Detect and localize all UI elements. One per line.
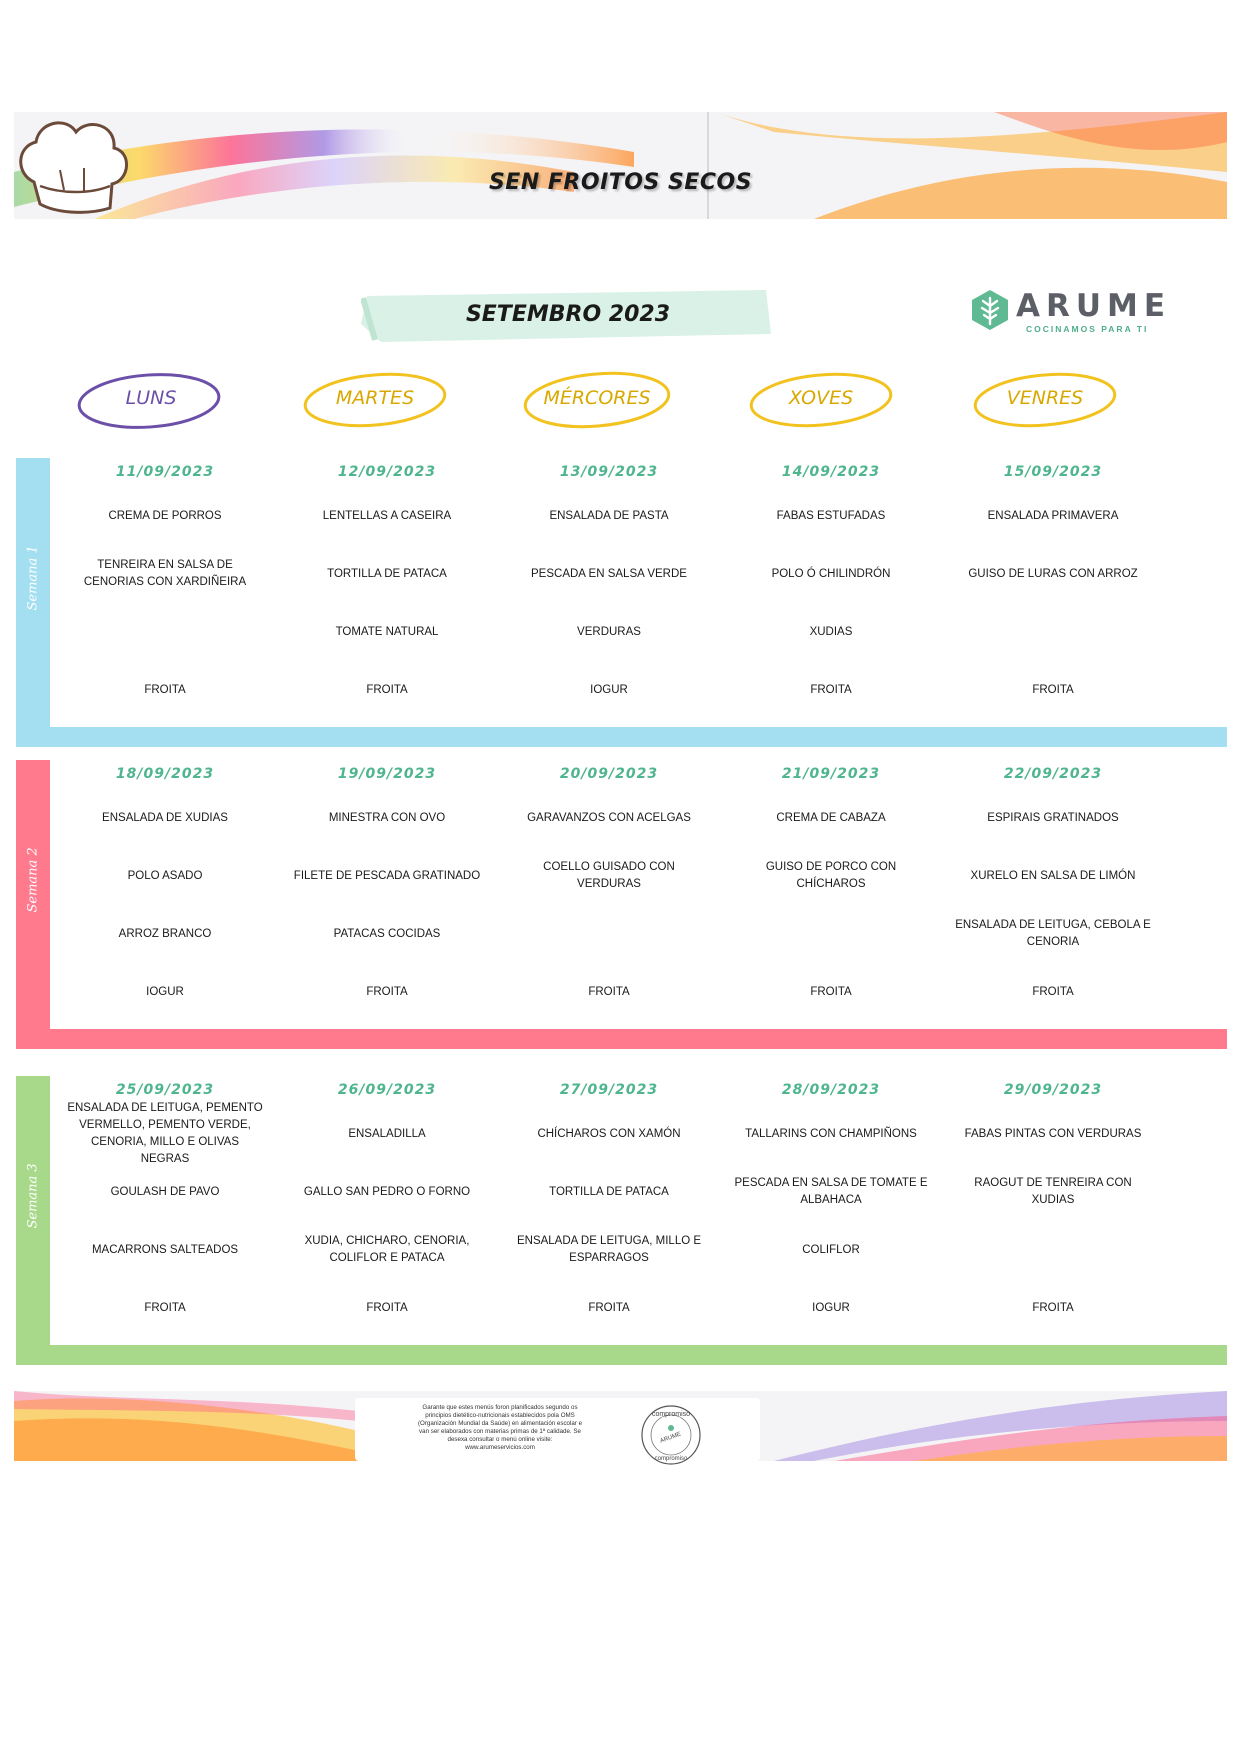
menu-item xyxy=(504,910,714,958)
menu-item: FROITA xyxy=(1032,683,1074,696)
date-label: 12/09/2023 xyxy=(337,464,437,480)
menu-item: FROITA xyxy=(810,985,852,998)
menu-item: VERDURAS xyxy=(577,625,641,638)
day-header-venres xyxy=(970,368,1120,430)
date-label: 14/09/2023 xyxy=(781,464,881,480)
date-label: 22/09/2023 xyxy=(1003,766,1103,782)
week-1-bottom-bar xyxy=(16,727,1227,747)
date-label: 29/09/2023 xyxy=(1003,1082,1103,1098)
menu-item: LENTELLAS A CASEIRA xyxy=(322,509,452,522)
menu-item: TENREIRA EN SALSA DE CENORIAS CON XARDIÑEIRA xyxy=(83,559,247,588)
menu-item: POLO Ó CHILINDRÓN xyxy=(771,567,891,580)
menu-item: XUDIAS xyxy=(809,625,853,638)
menu-item: ENSALADA DE LEITUGA, CEBOLA E CENORIA xyxy=(955,919,1151,948)
date-label: 26/09/2023 xyxy=(337,1082,437,1098)
week-3-bottom-bar xyxy=(16,1345,1227,1365)
day-header-martes xyxy=(300,368,450,430)
menu-item: CREMA DE CABAZA xyxy=(776,811,886,824)
menu-item: FROITA xyxy=(366,1301,408,1314)
day-header-mercores xyxy=(522,368,672,430)
date-label: 25/09/2023 xyxy=(115,1082,215,1098)
date-label: 27/09/2023 xyxy=(559,1082,659,1098)
menu-item: XUDIA, CHICHARO, CENORIA, COLIFLOR E PATACA xyxy=(304,1235,470,1264)
menu-item: FROITA xyxy=(810,683,852,696)
month-title: SETEMBRO 2023 xyxy=(465,302,671,327)
menu-item: FABAS PINTAS CON VERDURAS xyxy=(964,1127,1142,1140)
logo-tagline: COCINAMOS PARA TI xyxy=(1026,324,1149,334)
day-label: VENRES xyxy=(1006,387,1084,409)
menu-item: ENSALADA DE LEITUGA, MILLO E ESPARRAGOS xyxy=(516,1235,702,1264)
menu-item: GUISO DE PORCO CON CHÍCHAROS xyxy=(765,861,897,890)
menu-item: FROITA xyxy=(366,683,408,696)
menu-item: TOMATE NATURAL xyxy=(335,625,439,638)
menu-item: FROITA xyxy=(1032,985,1074,998)
menu-item: FROITA xyxy=(366,985,408,998)
menu-item: MINESTRA CON OVO xyxy=(328,811,446,824)
menu-item: ENSALADA DE LEITUGA, PEMENTO VERMELLO, PEMENTO VERDE, CENORIA, MILLO E OLIVAS NEGRAS xyxy=(67,1102,263,1165)
menu-item: ENSALADA DE PASTA xyxy=(549,509,669,522)
menu-item xyxy=(726,910,936,958)
arume-logo xyxy=(968,288,1172,336)
menu-item: FROITA xyxy=(144,1301,186,1314)
menu-item: ESPIRAIS GRATINADOS xyxy=(987,811,1119,824)
menu-item xyxy=(948,608,1158,656)
menu-item: FABAS ESTUFADAS xyxy=(776,509,886,522)
menu-item: FROITA xyxy=(144,683,186,696)
logo-name: ARUME xyxy=(1016,288,1172,324)
menu-item: XURELO EN SALSA DE LIMÓN xyxy=(970,869,1136,882)
menu-item: FROITA xyxy=(588,1301,630,1314)
menu-item: PESCADA EN SALSA VERDE xyxy=(531,567,687,580)
week-3-block xyxy=(16,1076,1227,1365)
menu-item: POLO ASADO xyxy=(127,869,203,882)
menu-item: COLIFLOR xyxy=(802,1243,860,1256)
day-label: MÉRCORES xyxy=(543,387,651,409)
menu-item: ENSALADA DE XUDIAS xyxy=(102,811,228,824)
menu-item: FROITA xyxy=(1032,1301,1074,1314)
menu-item: PESCADA EN SALSA DE TOMATE E ALBAHACA xyxy=(734,1177,928,1206)
watercolor-decoration xyxy=(14,112,1227,219)
day-label: XOVES xyxy=(788,387,854,409)
menu-item xyxy=(60,608,270,656)
menu-item: FROITA xyxy=(588,985,630,998)
footer-note-box xyxy=(355,1398,760,1461)
menu-item: GALLO SAN PEDRO O FORNO xyxy=(303,1185,471,1198)
menu-item: CHÍCHAROS CON XAMÓN xyxy=(537,1127,681,1140)
day-header-luns xyxy=(76,368,226,430)
month-label-box xyxy=(361,288,775,344)
date-label: 28/09/2023 xyxy=(781,1082,881,1098)
date-label: 11/09/2023 xyxy=(115,464,215,480)
page-title: SEN FROITOS SECOS xyxy=(488,170,753,195)
menu-item: ENSALADA PRIMAVERA xyxy=(987,509,1119,522)
menu-item: ENSALADILLA xyxy=(348,1127,426,1140)
week-2-block xyxy=(16,760,1227,1049)
seal-bottom-text: compromiso xyxy=(654,1456,688,1462)
chef-hat-icon xyxy=(14,112,134,216)
menu-item: IOGUR xyxy=(590,683,628,696)
menu-item: IOGUR xyxy=(812,1301,850,1314)
menu-item: GUISO DE LURAS CON ARROZ xyxy=(968,567,1138,580)
date-label: 18/09/2023 xyxy=(115,766,215,782)
seal-top-text: compromiso xyxy=(651,1411,691,1418)
day-header-xoves xyxy=(746,368,896,430)
menu-item: RAOGUT DE TENREIRA CON XUDIAS xyxy=(974,1177,1132,1206)
menu-item: GOULASH DE PAVO xyxy=(110,1185,220,1198)
date-label: 21/09/2023 xyxy=(781,766,881,782)
date-label: 13/09/2023 xyxy=(559,464,659,480)
menu-item: GARAVANZOS CON ACELGAS xyxy=(527,811,691,824)
menu-item: TALLARINS CON CHAMPIÑONS xyxy=(745,1127,917,1140)
menu-item: IOGUR xyxy=(146,985,184,998)
menu-item xyxy=(948,1226,1158,1274)
menu-item: ARROZ BRANCO xyxy=(118,927,212,940)
menu-item: CREMA DE PORROS xyxy=(108,509,222,522)
leaf-logo-icon xyxy=(968,288,1012,332)
menu-item: PATACAS COCIDAS xyxy=(333,927,441,940)
menu-item: TORTILLA DE PATACA xyxy=(327,567,447,580)
week-1-block xyxy=(16,458,1227,747)
date-label: 19/09/2023 xyxy=(337,766,437,782)
header-banner xyxy=(14,112,1227,219)
day-label: LUNS xyxy=(125,387,177,409)
menu-item: MACARRONS SALTEADOS xyxy=(91,1243,239,1256)
date-label: 15/09/2023 xyxy=(1003,464,1103,480)
seal-center-text: ARUME xyxy=(659,1431,682,1445)
date-label: 20/09/2023 xyxy=(559,766,659,782)
compromiso-seal-icon xyxy=(640,1404,702,1466)
footer-disclaimer: Garante que estes menús foron planificados segundo os principios dietético-nutricionais establecidos pola OMS (Organización Mundial da Saúde) en alimentación escolar e van ser elaborados con materias primas de 1ª calidade. Se desexa consultar o menú online visite: www.arumeservicios.com xyxy=(417,1404,583,1451)
menu-item: FILETE DE PESCADA GRATINADO xyxy=(293,869,481,882)
week-label: Semana 2 xyxy=(25,847,41,913)
menu-item: COELLO GUISADO CON VERDURAS xyxy=(543,861,675,890)
week-label: Semana 3 xyxy=(25,1163,41,1229)
menu-item: TORTILLA DE PATACA xyxy=(549,1185,669,1198)
week-2-bottom-bar xyxy=(16,1029,1227,1049)
week-label: Semana 1 xyxy=(25,545,41,611)
day-label: MARTES xyxy=(335,387,415,409)
